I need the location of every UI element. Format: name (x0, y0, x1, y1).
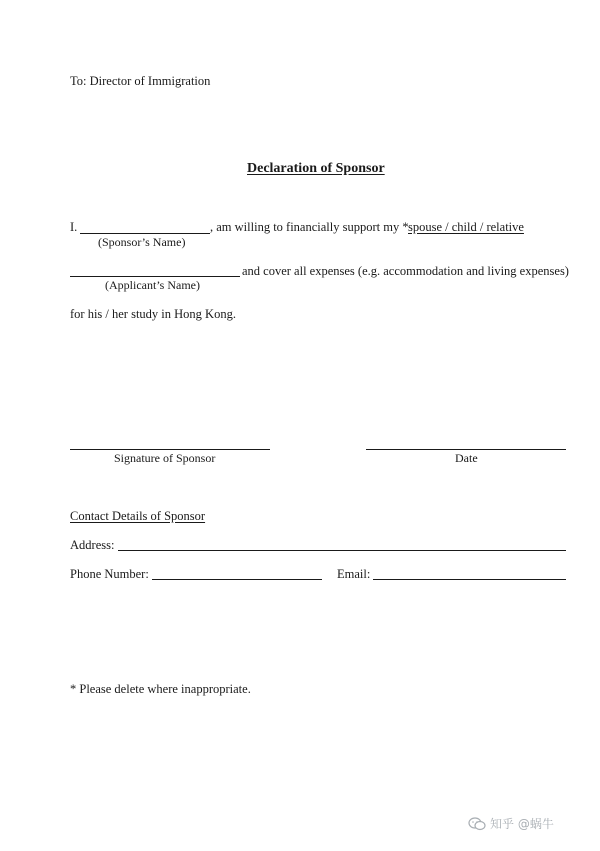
address-field[interactable] (118, 550, 566, 551)
expenses-text: and cover all expenses (e.g. accommodation and living expenses) (242, 264, 569, 278)
date-label: Date (455, 451, 478, 465)
sponsor-signature-field[interactable] (70, 449, 270, 450)
footnote: * Please delete where inappropriate. (70, 682, 251, 696)
relationship-options: spouse / child / relative (408, 220, 524, 234)
sponsor-name-field[interactable] (80, 233, 210, 234)
sponsor-signature-label: Signature of Sponsor (114, 451, 216, 465)
page-title: Declaration of Sponsor (247, 161, 385, 176)
contact-heading: Contact Details of Sponsor (70, 509, 206, 523)
phone-label: Phone Number: (70, 567, 149, 581)
address-label: Address: (70, 538, 115, 552)
para-middle: , am willing to financially support my * (210, 220, 409, 234)
email-field[interactable] (373, 579, 566, 580)
phone-field[interactable] (152, 579, 322, 580)
email-label: Email: (337, 567, 371, 581)
date-field[interactable] (366, 449, 566, 450)
applicant-name-field[interactable] (70, 276, 240, 277)
watermark-text: 知乎 @蜗牛 (490, 817, 554, 831)
para-prefix: I. (70, 220, 78, 234)
sponsor-name-caption: (Sponsor’s Name) (98, 235, 186, 249)
closing-text: for his / her study in Hong Kong. (70, 307, 236, 321)
wechat-icon (468, 817, 486, 831)
recipient-line: To: Director of Immigration (70, 74, 211, 88)
applicant-name-caption: (Applicant’s Name) (105, 278, 200, 292)
watermark (468, 815, 554, 832)
